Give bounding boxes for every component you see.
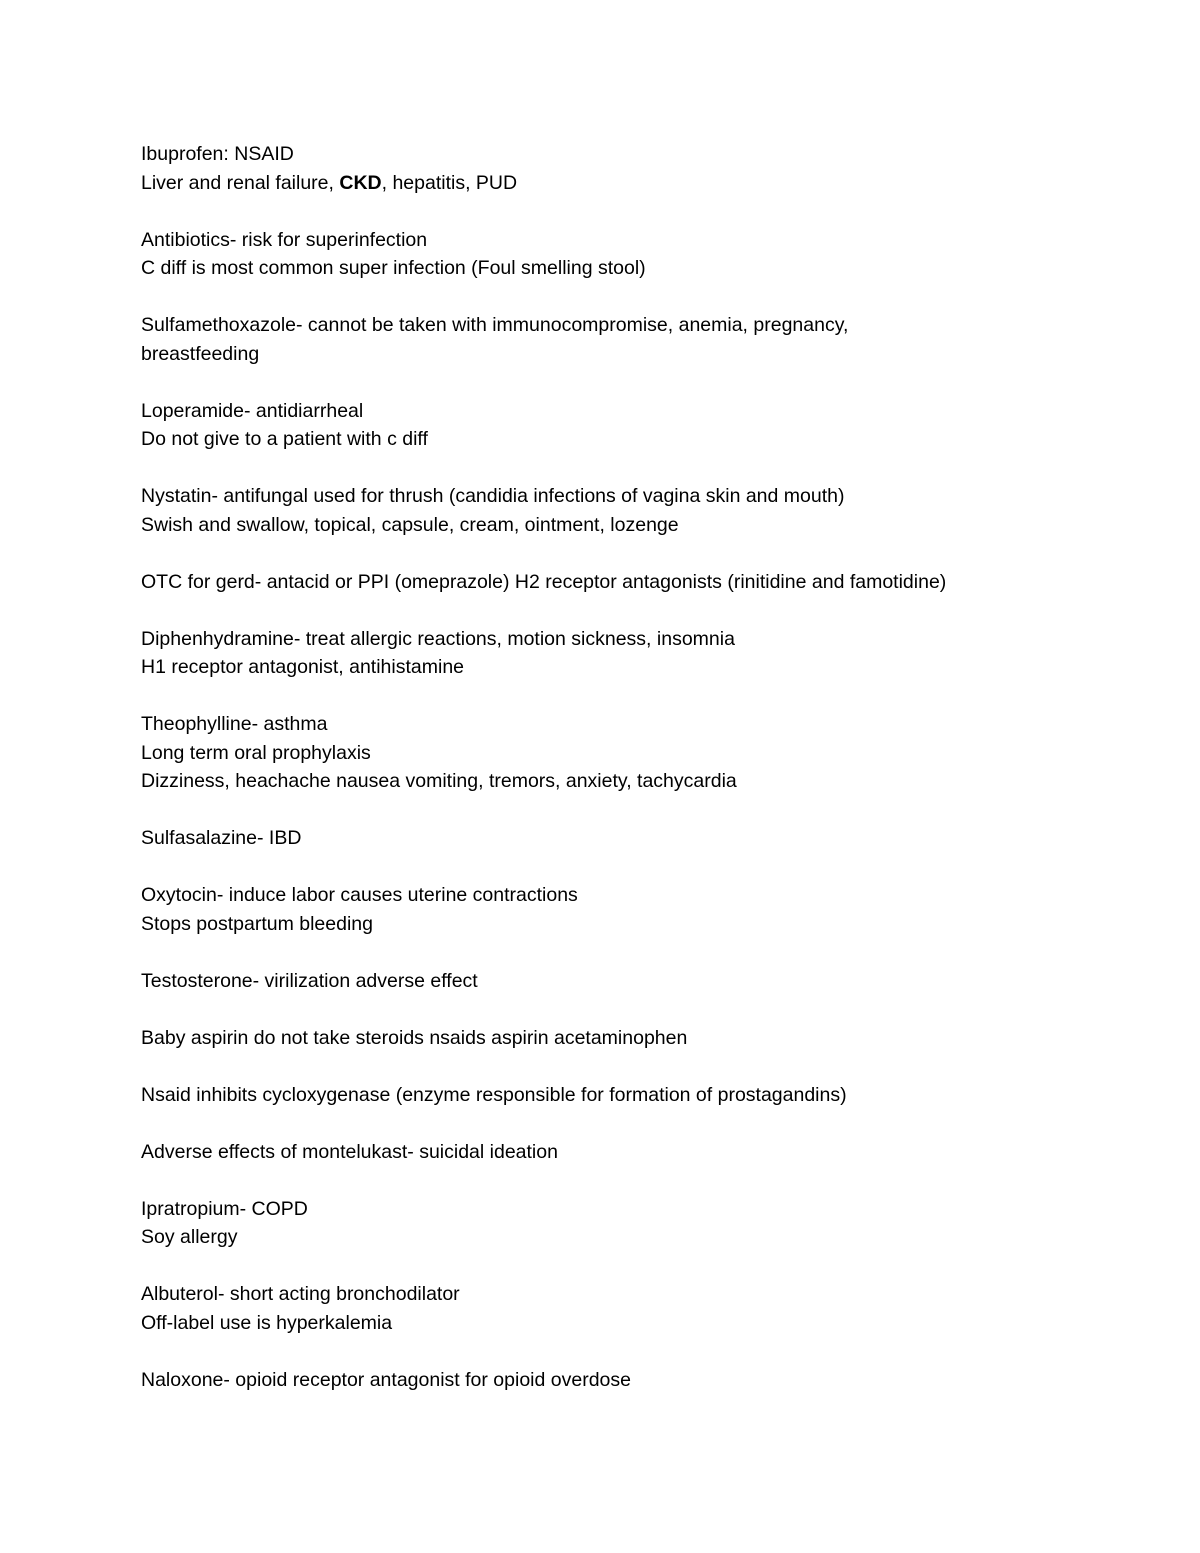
paragraph-gap — [141, 1109, 1081, 1138]
note-paragraph — [141, 625, 1081, 682]
note-paragraph — [141, 824, 1081, 853]
paragraph-gap — [141, 682, 1081, 711]
note-line: Testosterone- virilization adverse effect — [141, 969, 478, 992]
paragraph-gap — [141, 1337, 1081, 1366]
note-paragraph — [141, 568, 1081, 597]
note-paragraph — [141, 1081, 1081, 1110]
note-paragraph — [141, 482, 1081, 539]
note-line: Theophylline- asthma — [141, 713, 328, 735]
note-paragraph — [141, 1280, 1081, 1337]
paragraph-gap — [141, 853, 1081, 882]
note-line: Long term oral prophylaxis — [141, 741, 371, 764]
note-line: Do not give to a patient with c diff — [141, 428, 428, 450]
note-line: OTC for gerd- antacid or PPI (omeprazole) H2 receptor antagonists (rinitidine and famotidine) — [141, 570, 947, 593]
note-line: Soy allergy — [141, 1226, 238, 1248]
note-paragraph — [141, 1195, 1081, 1252]
note-line: Diphenhydramine- treat allergic reactions, motion sickness, insomnia — [141, 627, 735, 650]
note-line: Dizziness, heachache nausea vomiting, tremors, anxiety, tachycardia — [141, 770, 737, 792]
paragraph-gap — [141, 796, 1081, 825]
note-line: H1 receptor antagonist, antihistamine — [141, 656, 465, 678]
note-paragraph — [141, 397, 1081, 454]
note-line — [141, 169, 1081, 198]
document-body — [141, 140, 1081, 1394]
note-line: Ipratropium- COPD — [141, 1197, 308, 1220]
paragraph-gap — [141, 368, 1081, 397]
paragraph-gap — [141, 1252, 1081, 1281]
note-line: Naloxone- opioid receptor antagonist for opioid overdose — [141, 1368, 631, 1391]
note-paragraph — [141, 967, 1081, 996]
note-paragraph — [141, 881, 1081, 938]
note-paragraph — [141, 1366, 1081, 1395]
paragraph-gap — [141, 938, 1081, 967]
note-line: Nsaid inhibits cycloxygenase (enzyme responsible for formation of prostagandins) — [141, 1083, 847, 1106]
note-paragraph — [141, 311, 1081, 368]
paragraph-gap — [141, 596, 1081, 625]
note-line: Loperamide- antidiarrheal — [141, 399, 364, 422]
note-paragraph — [141, 1024, 1081, 1053]
note-paragraph — [141, 1138, 1081, 1167]
note-line: Oxytocin- induce labor causes uterine contractions — [141, 884, 578, 906]
note-line: breastfeeding — [141, 342, 260, 365]
note-line: Sulfasalazine- IBD — [141, 827, 302, 849]
paragraph-gap — [141, 995, 1081, 1024]
note-paragraph — [141, 226, 1081, 283]
paragraph-gap — [141, 454, 1081, 483]
note-line: Adverse effects of montelukast- suicidal ideation — [141, 1140, 558, 1163]
note-line: Albuterol- short acting bronchodilator — [141, 1283, 460, 1305]
note-line: Sulfamethoxazole- cannot be taken with immunocompromise, anemia, pregnancy, — [141, 314, 849, 336]
note-paragraph — [141, 140, 1081, 197]
line-text-segment: , hepatitis, PUD — [381, 171, 518, 194]
note-line: Off-label use is hyperkalemia — [141, 1311, 393, 1334]
note-line: C diff is most common super infection (Foul smelling stool) — [141, 257, 646, 279]
note-line: Ibuprofen: NSAID — [141, 143, 294, 165]
paragraph-gap — [141, 1052, 1081, 1081]
note-line: Antibiotics- risk for superinfection — [141, 228, 428, 251]
note-line: Nystatin- antifungal used for thrush (candidia infections of vagina skin and mouth) — [141, 485, 845, 507]
paragraph-gap — [141, 539, 1081, 568]
note-line: Baby aspirin do not take steroids nsaids aspirin acetaminophen — [141, 1026, 688, 1049]
line-text-segment: Liver and renal failure, — [141, 171, 340, 194]
note-line: Stops postpartum bleeding — [141, 912, 373, 935]
note-paragraph — [141, 710, 1081, 796]
paragraph-gap — [141, 283, 1081, 312]
paragraph-gap — [141, 1166, 1081, 1195]
paragraph-gap — [141, 197, 1081, 226]
emphasized-text: CKD — [339, 171, 382, 194]
note-line: Swish and swallow, topical, capsule, cream, ointment, lozenge — [141, 513, 679, 536]
